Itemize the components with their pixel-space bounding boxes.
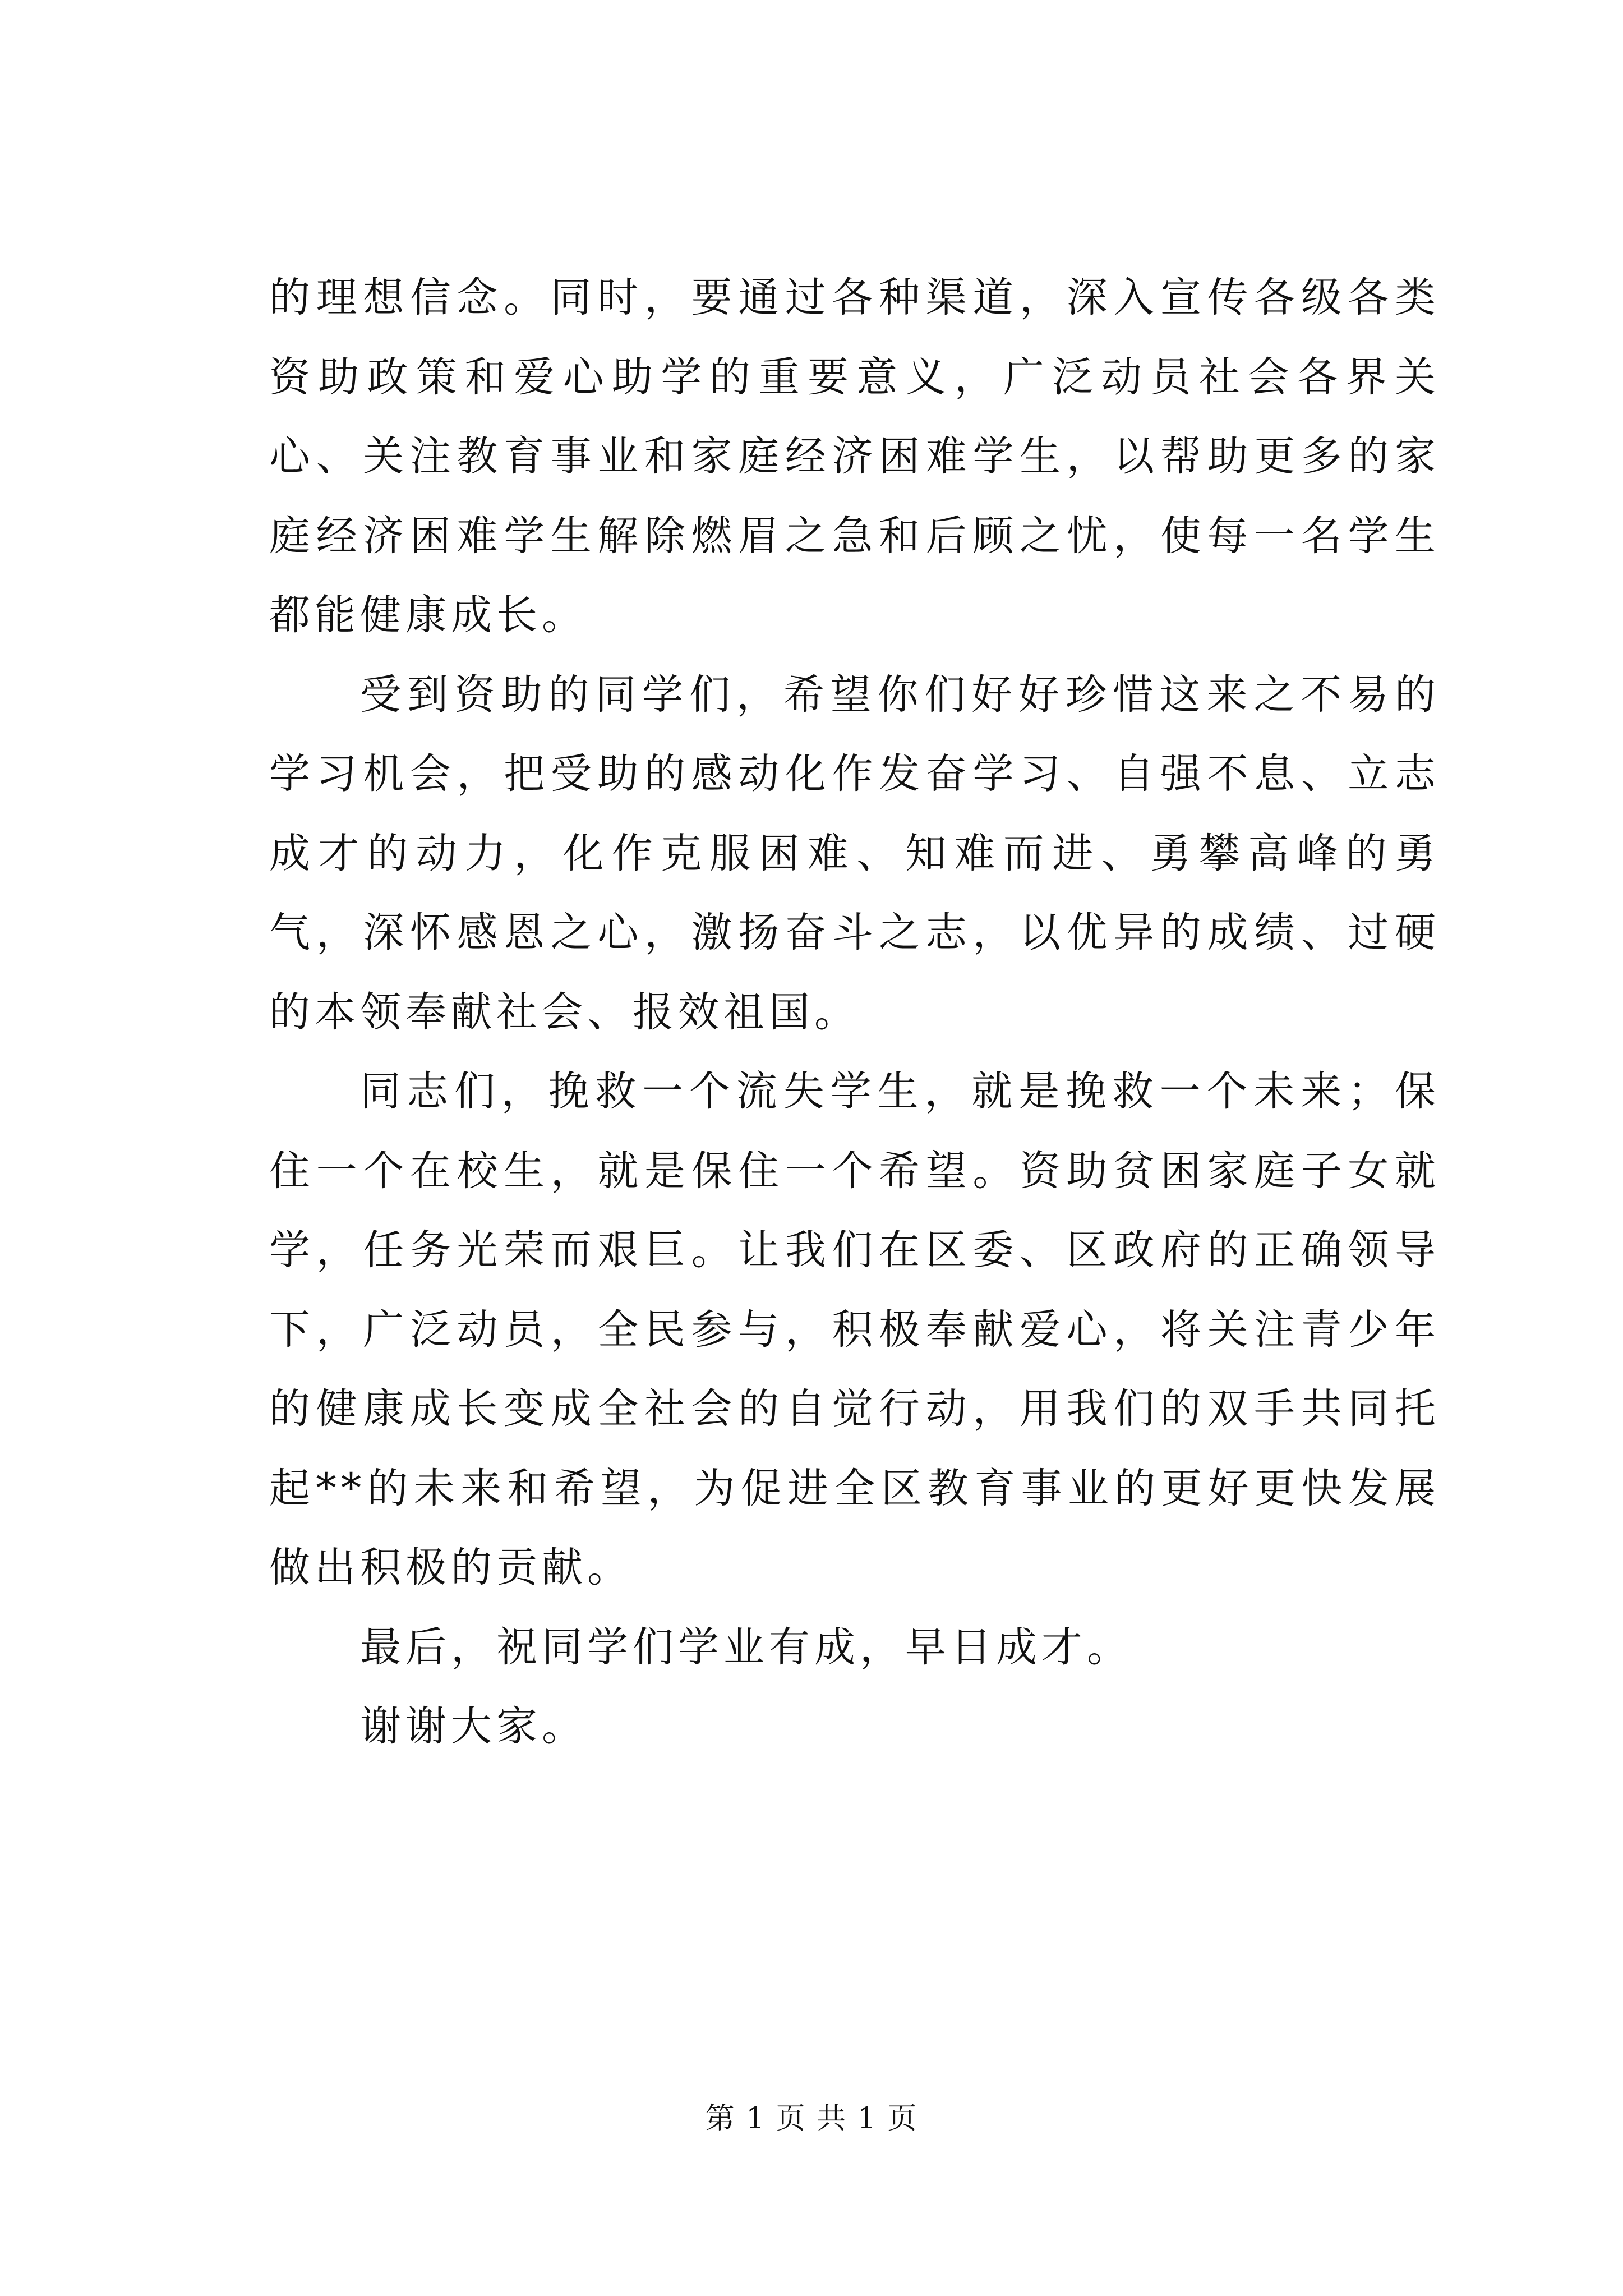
paragraph-students-message: 受到资助的同学们，希望你们好好珍惜这来之不易的学习机会，把受助的感动化作发奋学习、自强不息、立志成才的动力，化作克服困难、知难而进、勇攀高峰的勇气，深怀感恩之心，激扬奋斗之志，以优异的成绩、过硬的本领奉献社会、报效祖国。 (269, 670, 1440, 1036)
paragraph-call-to-action: 同志们，挽救一个流失学生，就是挽救一个未来；保住一个在校生，就是保住一个希望。资助贫困家庭子女就学，任务光荣而艰巨。让我们在区委、区政府的正确领导下，广泛动员，全民参与，积极奉献爱心，将关注青少年的健康成长变成全社会的自觉行动，用我们的双手共同托起**的未来和希望，为促进全区教育事业的更好更快发展做出积极的贡献。 (269, 1068, 1440, 1591)
paragraph-continuation: 的理想信念。同时，要通过各种渠道，深入宣传各级各类资助政策和爱心助学的重要意义，广泛动员社会各界关心、关注教育事业和家庭经济困难学生，以帮助更多的家庭经济困难学生解除燃眉之急和后顾之忧，使每一名学生都能健康成长。 (269, 274, 1440, 639)
paragraph-thanks: 谢谢大家。 (360, 1703, 587, 1750)
document-body (269, 258, 1440, 1766)
paragraph-closing-wish: 最后，祝同学们学业有成，早日成才。 (360, 1623, 1132, 1671)
page-number-footer: 第 1 页 共 1 页 (705, 2102, 918, 2136)
